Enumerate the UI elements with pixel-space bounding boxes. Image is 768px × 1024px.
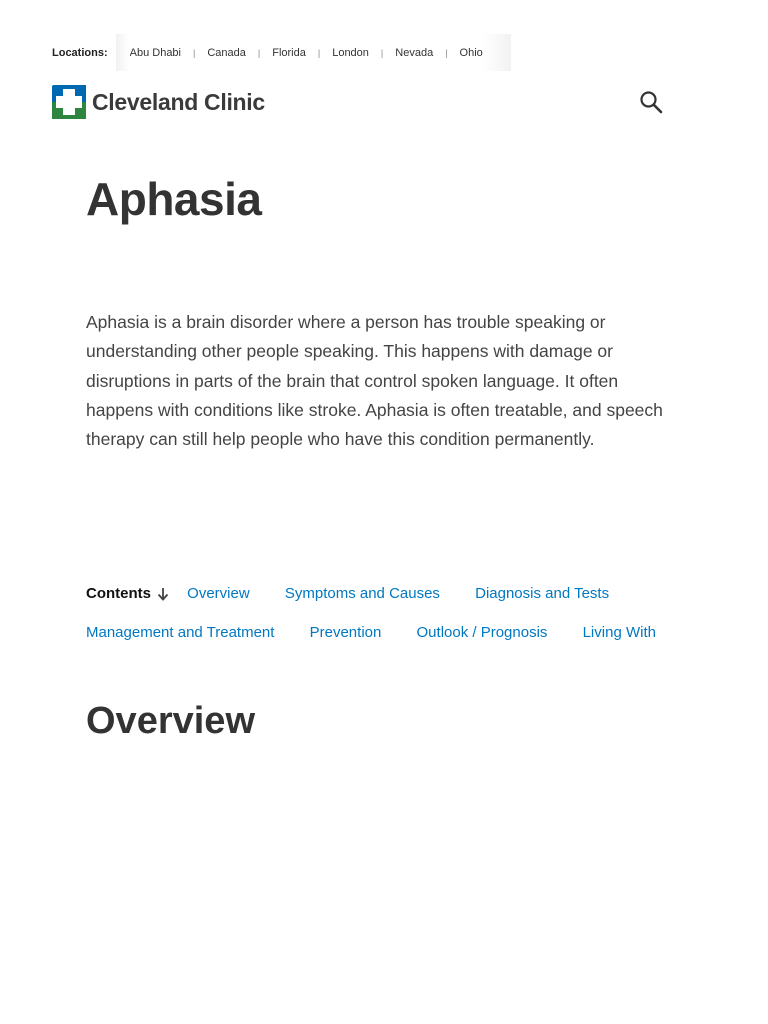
search-icon	[639, 90, 663, 114]
location-london[interactable]: London	[332, 46, 369, 59]
locations-scroll-left-fade	[116, 34, 130, 71]
cleveland-clinic-logo[interactable]	[52, 85, 265, 119]
locations-list[interactable]	[116, 34, 511, 71]
contents-link-management-and-treatment[interactable]: Management and Treatment	[86, 624, 275, 641]
section-title-overview: Overview	[86, 700, 255, 742]
contents-nav	[86, 574, 686, 652]
site-header	[52, 84, 666, 120]
logo-cross-icon	[52, 85, 86, 119]
contents-link-prevention[interactable]: Prevention	[309, 624, 382, 641]
location-separator: |	[257, 47, 261, 58]
article-intro: Aphasia is a brain disorder where a person has trouble speaking or understanding other people speaking. This happens with damage or disruptions in parts of the brain that control spoken language. It often happens with conditions like stroke. Aphasia is often treatable, and speech therapy can still help people who have this condition permanently.	[86, 312, 663, 450]
contents-link-living-with[interactable]: Living With	[582, 624, 656, 641]
locations-label: Locations:	[52, 46, 108, 59]
location-separator: |	[193, 47, 196, 58]
location-florida[interactable]: Florida	[272, 46, 306, 59]
location-separator: |	[380, 47, 384, 58]
location-nevada[interactable]: Nevada	[395, 46, 434, 59]
search-button[interactable]	[636, 87, 666, 117]
page-title: Aphasia	[86, 173, 262, 225]
location-separator: |	[317, 47, 321, 58]
contents-toggle[interactable]	[86, 585, 169, 602]
location-ohio[interactable]: Ohio	[459, 46, 483, 59]
contents-link-diagnosis-and-tests[interactable]: Diagnosis and Tests	[475, 585, 610, 602]
logo-text: Cleveland Clinic	[92, 88, 265, 115]
locations-scroll-right-fade	[483, 34, 511, 71]
locations-bar	[52, 34, 511, 71]
location-abu-dhabi[interactable]: Abu Dhabi	[129, 46, 181, 59]
contents-link-overview[interactable]: Overview	[187, 585, 250, 602]
contents-link-outlook-prognosis[interactable]: Outlook / Prognosis	[416, 624, 548, 641]
contents-label: Contents	[86, 585, 151, 602]
location-separator: |	[445, 47, 448, 58]
arrow-down-icon	[157, 587, 169, 601]
location-canada[interactable]: Canada	[207, 46, 246, 59]
contents-link-symptoms-and-causes[interactable]: Symptoms and Causes	[284, 585, 440, 602]
